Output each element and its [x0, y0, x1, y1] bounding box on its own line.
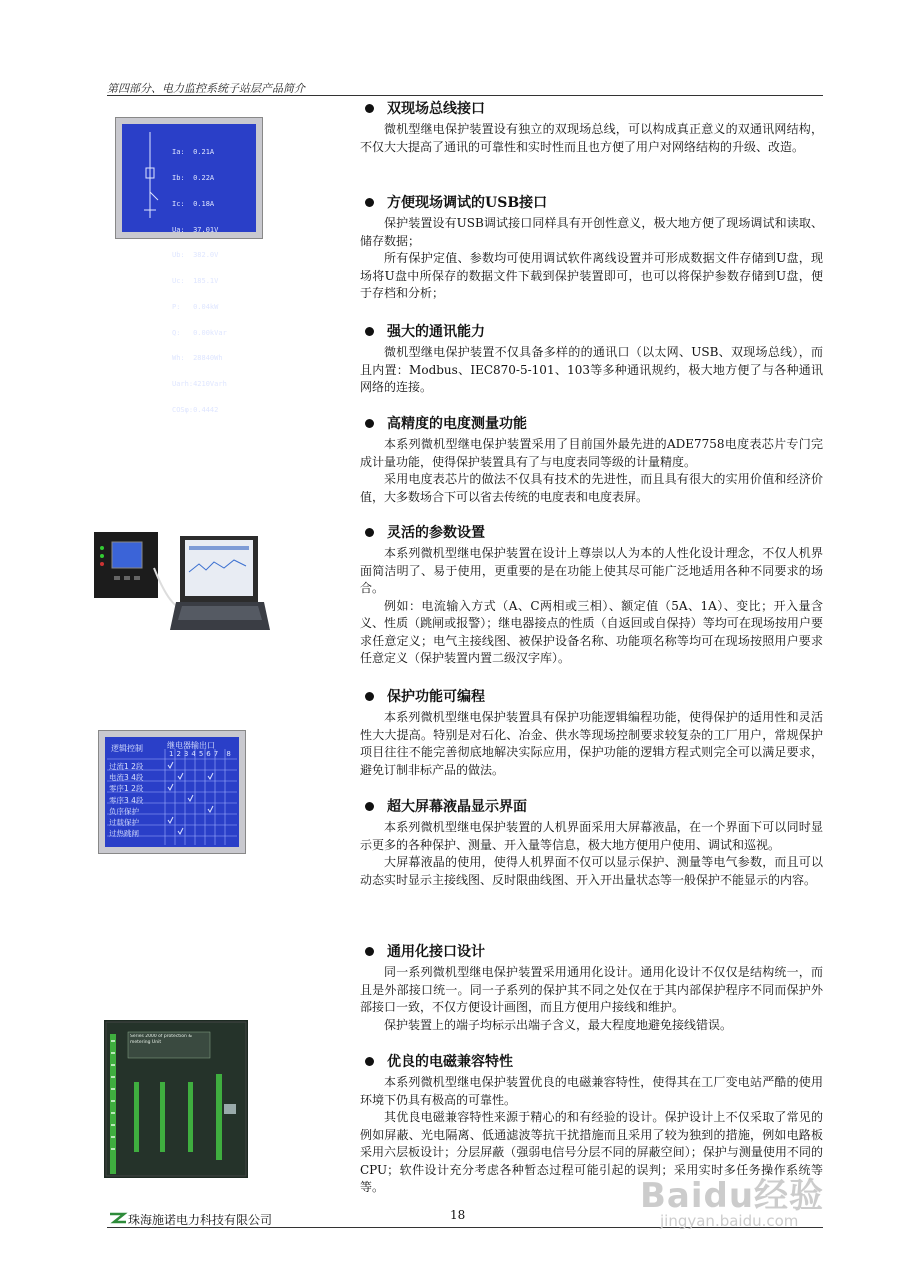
logic-row-label: 负序保护: [109, 806, 139, 816]
reading-line: Ib: 0.22A: [172, 173, 215, 182]
section-title: 保护功能可编程: [360, 686, 823, 706]
reading-line: Ub: 382.0V: [172, 251, 219, 260]
logic-row-label: 零序1 2段: [109, 784, 144, 794]
bullet-icon: [365, 947, 374, 956]
company-name: 珠海施诺电力科技有限公司: [128, 1213, 273, 1227]
logic-grid: [105, 737, 239, 847]
company-logo-icon: [108, 1211, 128, 1225]
section-paragraph: 本系列微机型继电保护装置具有保护功能逻辑编程功能，使得保护的适用性和灵活性大大提高。特别是对石化、冶金、供水等现场控制要求较复杂的工厂用户，常规保护项目往往不能完善彻底地解决实际应用，保护功能的逻辑方程式则完全可以满足要求，避免订制非标产品的做法。: [360, 710, 823, 777]
reading-line: Uarh:4210Varh: [172, 380, 227, 389]
section-universal-interface: [360, 941, 823, 1034]
reading-line: Ia: 0.21A: [172, 148, 215, 157]
section-paragraph: 采用电度表芯片的做法不仅具有技术的先进性，而且具有很大的实用价值和经济价值，大多数场合下可以省去传统的电度表和电度表屏。: [360, 472, 823, 504]
bullet-icon: [365, 198, 374, 207]
section-paragraph: 本系列微机型继电保护装置在设计上尊崇以人为本的人性化设计理念，不仅人机界面简洁明了、易于使用，更重要的是在功能上使其尽可能广泛地适用各种不同要求的场合。: [360, 546, 823, 595]
logic-row-label: 过载保护: [109, 818, 139, 828]
section-paragraph: 本系列微机型继电保护装置优良的电磁兼容特性，使得其在工厂变电站严酷的使用环境下仍具有极高的可靠性。: [360, 1075, 823, 1107]
reading-line: Q: 0.00kVar: [172, 328, 227, 337]
section-title: 双现场总线接口: [360, 98, 823, 118]
reading-line: Ic: 0.18A: [172, 199, 215, 208]
section-dual-fieldbus: [360, 98, 823, 156]
section-title: 方便现场调试的USB接口: [360, 192, 823, 212]
page-number: 18: [450, 1208, 466, 1222]
device-laptop-illustration: [94, 528, 270, 636]
reading-line: COSφ:0.4442: [172, 406, 219, 414]
section-paragraph: 微机型继电保护装置不仅具备多样的的通讯口（以太网、USB、双现场总线），而且内置：Modbus、IEC870-5-101、103等多种通讯规约，极大地方便了与各种通讯网络的连接。: [360, 345, 823, 394]
section-paragraph: 同一系列微机型继电保护装置采用通用化设计。通用化设计不仅仅是结构统一，而且是外部接口统一。同一子系列的保护其不同之处仅在于其内部保护程序不同而保护外部接口一致，不仅方便设计画图，而且方便用户接线和维护。: [360, 965, 823, 1014]
logic-row-label: 过流1 2段: [109, 762, 144, 771]
section-paragraph: 大屏幕液晶的使用，使得人机界面不仅可以显示保护、测量等电气参数，而且可以动态实时显示主接线图、反时限曲线图、开入开出量状态等一般保护不能显示的内容。: [360, 855, 823, 887]
section-paragraph: 保护装置上的端子均标示出端子含义，最大程度地避免接线错误。: [384, 1017, 733, 1032]
baidu-watermark-url: jingyan.baidu.com: [660, 1212, 799, 1230]
reading-line: Ua: 37.01V: [172, 225, 219, 234]
section-paragraph: 本系列微机型继电保护装置的人机界面采用大屏幕液晶，在一个界面下可以同时显示更多的各种保护、测量、开入量等信息，极大地方便用户使用、调试和巡视。: [360, 820, 823, 852]
bullet-icon: [365, 802, 374, 811]
logic-screen-figure: [99, 731, 245, 853]
section-usb-interface: [360, 192, 823, 303]
device-laptop-photo: [94, 528, 270, 636]
bullet-icon: [365, 327, 374, 336]
baidu-watermark: Baidu经验: [640, 1176, 825, 1216]
bullet-icon: [365, 419, 374, 428]
section-energy-metering: [360, 413, 823, 506]
section-programmable-protection: [360, 686, 823, 779]
reading-line: Wh: 28840Wh: [172, 354, 223, 363]
page-header-title: 第四部分、电力监控系统子站层产品简介: [107, 82, 305, 95]
logic-screen-column-numbers: 1234567 8: [169, 750, 234, 758]
measurement-screen-figure: [116, 118, 262, 414]
section-large-lcd: [360, 796, 823, 889]
device-label-text: Series 2000 of protection & metering Unit: [130, 1034, 192, 1045]
section-title: 优良的电磁兼容特性: [360, 1051, 823, 1071]
section-title: 强大的通讯能力: [360, 321, 823, 341]
section-parameter-settings: [360, 522, 823, 668]
section-paragraph: 本系列微机型继电保护装置采用了目前国外最先进的ADE7758电度表芯片专门完成计量功能，使得保护装置具有了与电度表同等级的计量精度。: [360, 437, 823, 469]
logic-row-label: 零序3 4段: [109, 795, 144, 805]
single-line-diagram-icon: [136, 130, 166, 220]
section-paragraph: 例如：电流输入方式（A、C两相或三相）、额定值（5A、1A）、变比；开入量含义、性质（跳闸或报警）；继电器接点的性质（自返回或自保持）等均可在现场按用户要求任意定义；电气主接线图、被保护设备名称、功能项名称等均可在现场按照用户要求任意定义（保护装置内置二级汉字库）。: [360, 598, 823, 665]
section-title: 灵活的参数设置: [360, 522, 823, 542]
section-paragraph: 其优良电磁兼容特性来源于精心的和有经验的设计。保护设计上不仅采取了常见的例如屏蔽、光电隔离、低通滤波等抗干扰措施而且采用了较为独到的措施，例如电路板采用六层板设计；分层屏蔽（强弱电信号分层不同的屏蔽空间）；保护与测量使用不同的CPU；软件设计充分考虑各种暂态过程可能引起的误判；采用实时多任务操作系统等等。: [360, 1110, 823, 1194]
logic-row-label: 电流3 4段: [109, 773, 144, 783]
section-title: 通用化接口设计: [360, 941, 823, 961]
bullet-icon: [365, 692, 374, 701]
section-paragraph: 保护装置设有USB调试接口同样具有开创性意义，极大地方便了现场调试和读取、储存数据；: [360, 216, 823, 248]
measurement-readings: [172, 131, 227, 432]
logic-screen-title: 逻辑控制: [111, 744, 143, 753]
reading-line: Uc: 185.1V: [172, 277, 219, 286]
section-paragraph: 所有保护定值、参数均可使用调试软件离线设置并可形成数据文件存储到U盘，现场将U盘中所保存的数据文件下载到保护装置即可，也可以将保护参数存储到U盘，便于存档和分析；: [360, 251, 823, 300]
section-title: 高精度的电度测量功能: [360, 413, 823, 433]
bullet-icon: [365, 1057, 374, 1066]
device-back-panel-photo: [104, 1020, 248, 1178]
section-communication: [360, 321, 823, 397]
logic-screen-column-header: 继电器输出口: [167, 741, 215, 750]
section-paragraph: 微机型继电保护装置设有独立的双现场总线，可以构成真正意义的双通讯网结构，不仅大大提高了通讯的可靠性和实时性而且也方便了用户对网络结构的升级、改造。: [360, 122, 823, 154]
header-divider: [107, 95, 823, 96]
bullet-icon: [365, 104, 374, 113]
section-title: 超大屏幕液晶显示界面: [360, 796, 823, 816]
logic-row-label: 过热跳闸: [109, 829, 139, 839]
reading-line: P: 0.04kW: [172, 302, 219, 311]
bullet-icon: [365, 528, 374, 537]
